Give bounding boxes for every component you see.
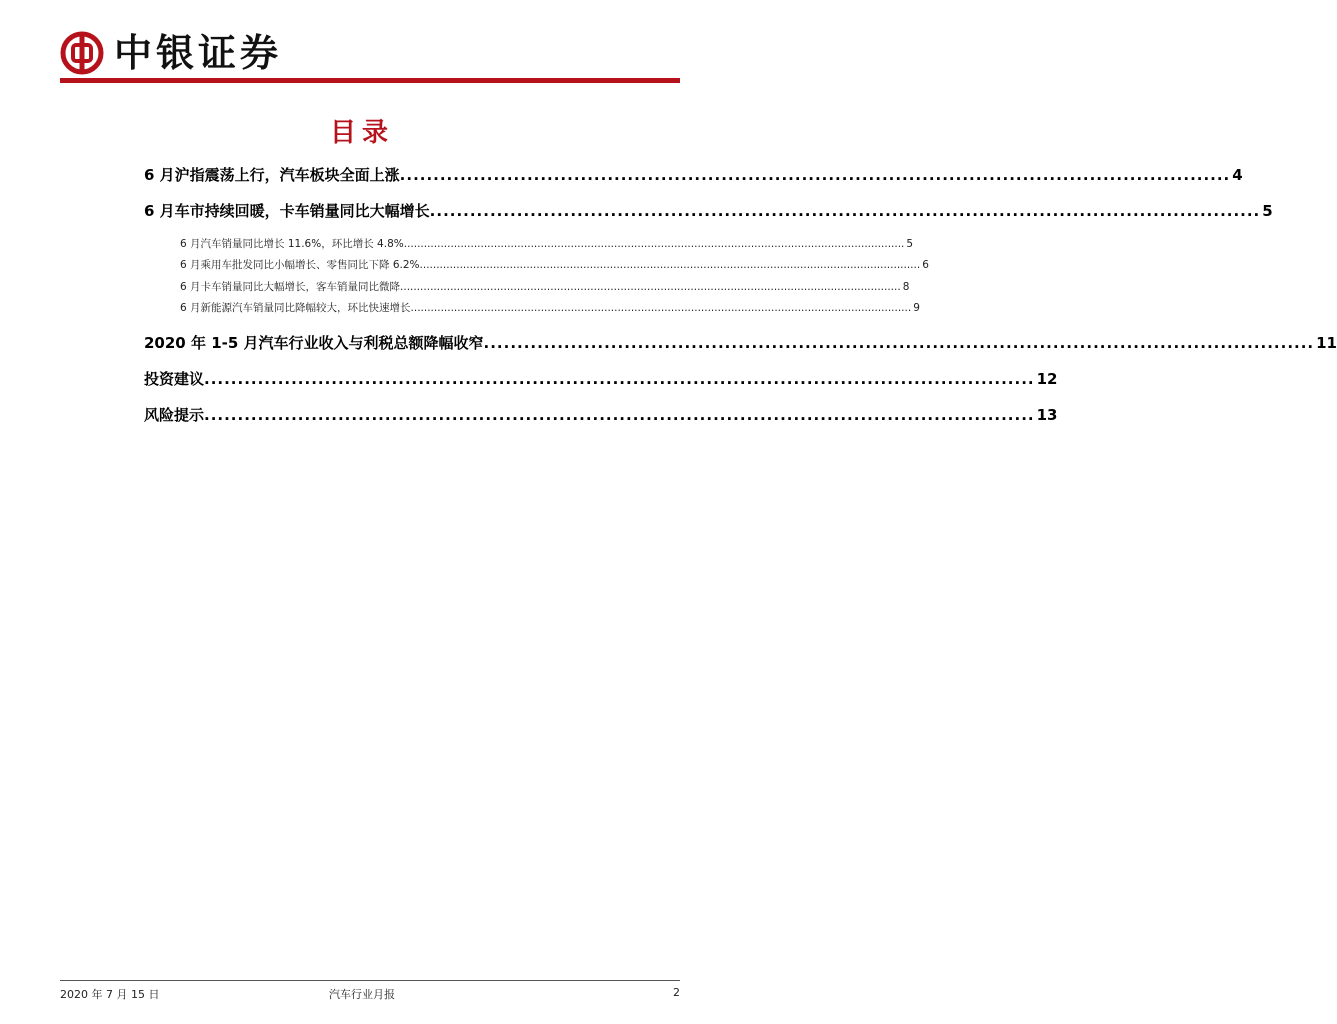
toc-entry[interactable]: [144, 368, 1058, 390]
toc-subentry[interactable]: [180, 279, 910, 295]
toc-entry-page: 13: [1036, 406, 1058, 424]
bank-of-china-logo-icon: [60, 31, 104, 75]
toc-subentry-text: 6 月新能源汽车销量同比降幅较大，环比快速增长: [180, 302, 411, 314]
toc-entry[interactable]: [144, 332, 1337, 354]
toc-leader-dots: ............................................................................................................................: [399, 166, 1231, 184]
toc-entry-text: 投资建议: [144, 370, 205, 388]
toc-leader-dots: ............................................................................................................................: [483, 334, 1315, 352]
toc-entry-text: 6 月车市持续回暖，卡车销量同比大幅增长: [144, 202, 430, 220]
toc-subentry-page: 6: [922, 259, 929, 271]
toc-subentry[interactable]: [180, 257, 929, 273]
footer-report-type: 汽车行业月报: [329, 988, 395, 1001]
toc-subentry-page: 5: [906, 238, 914, 250]
toc-subentry-text: 6 月卡车销量同比大幅增长，客车销量同比微降: [180, 281, 401, 293]
footer-date: 2020 年 7 月 15 日: [60, 988, 160, 1001]
toc-entry-page: 5: [1262, 202, 1273, 220]
toc-entry-page: 4: [1232, 166, 1243, 184]
toc-entry-page: 12: [1036, 370, 1058, 388]
toc-leader-dots: ............................................................................................................................: [204, 370, 1035, 388]
toc-entry[interactable]: [144, 404, 1058, 426]
toc-subentry[interactable]: [180, 300, 920, 316]
toc-entry-text: 2020 年 1-5 月汽车行业收入与利税总额降幅收窄: [144, 334, 484, 352]
toc-entry-text: 6 月沪指震荡上行，汽车板块全面上涨: [144, 166, 400, 184]
page-title: 目录: [329, 118, 394, 148]
footer-page-number: 2: [673, 986, 680, 999]
toc-entry[interactable]: [144, 164, 1243, 186]
toc-subentry-page: 8: [902, 281, 910, 293]
toc-leader-dots: ......................................................................................................................................................: [410, 302, 912, 314]
toc-subentry-text: 6 月汽车销量同比增长 11.6%，环比增长 4.8%: [180, 238, 404, 250]
page-header: [60, 28, 282, 78]
footer-divider: [60, 980, 680, 981]
toc-entry[interactable]: [144, 200, 1273, 222]
toc-leader-dots: ............................................................................................................................: [429, 202, 1261, 220]
brand-name: 中银证券: [114, 30, 283, 75]
toc-subentry-page: 9: [913, 302, 920, 314]
toc-entry-text: 风险提示: [144, 406, 205, 424]
toc-leader-dots: ......................................................................................................................................................: [400, 281, 901, 293]
toc-leader-dots: ......................................................................................................................................................: [419, 259, 921, 271]
toc-entry-page: 11: [1316, 334, 1337, 352]
toc-subentry[interactable]: [180, 236, 914, 252]
toc-subentry-text: 6 月乘用车批发同比小幅增长、零售同比下降 6.2%: [180, 259, 420, 271]
toc-leader-dots: ............................................................................................................................: [204, 406, 1035, 424]
toc-leader-dots: ......................................................................................................................................................: [403, 238, 905, 250]
header-divider: [60, 78, 680, 83]
